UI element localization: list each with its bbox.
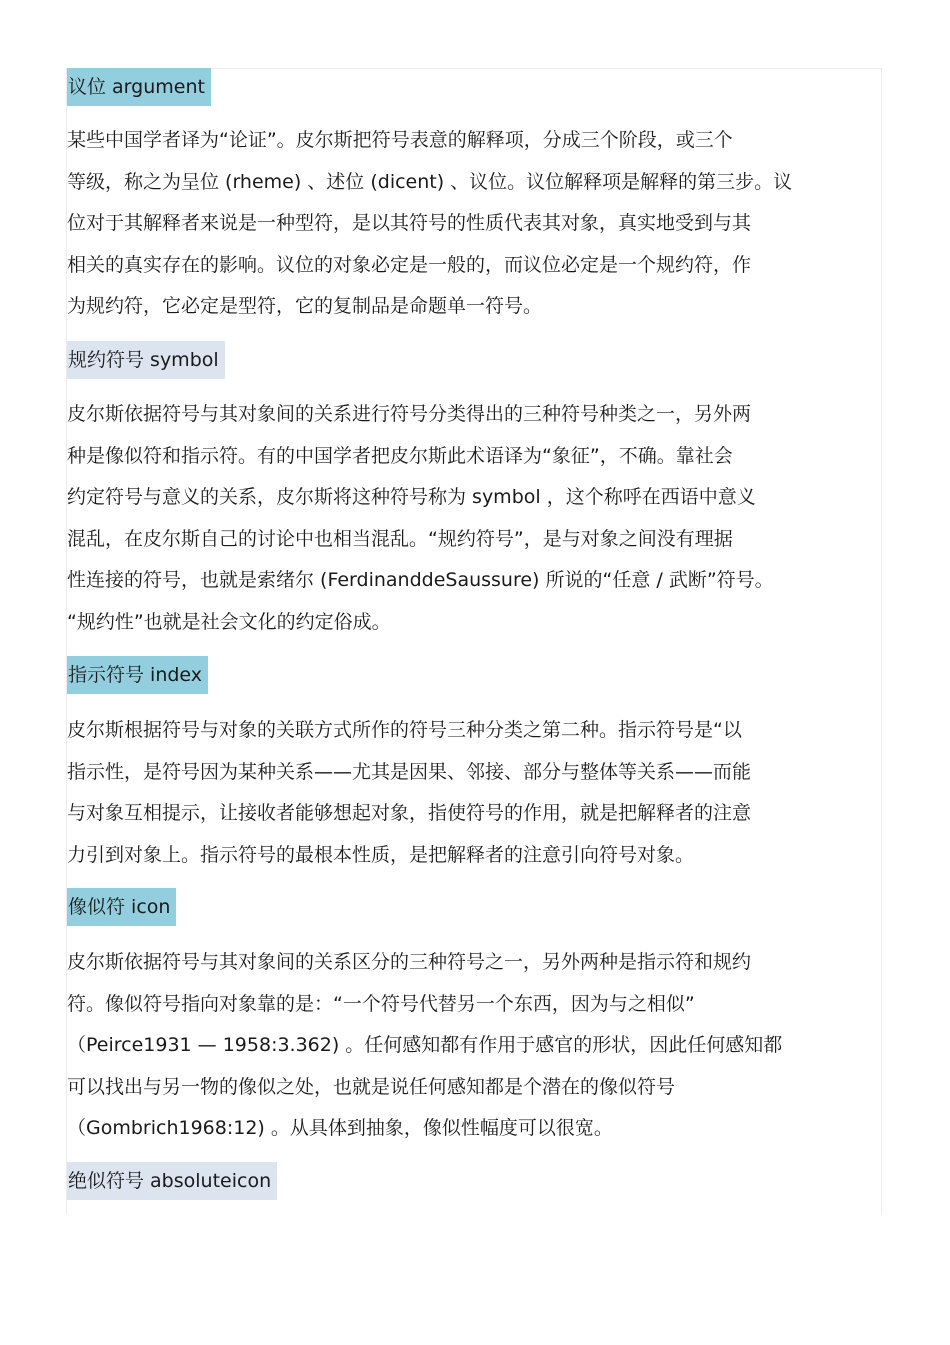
text-line: （Gombrich1968:12) 。从具体到抽象，像似性幅度可以很宽。: [67, 1117, 613, 1139]
text-line: 混乱，在皮尔斯自己的讨论中也相当混乱。“规约符号”，是与对象之间没有理据: [67, 527, 733, 550]
text-line: 约定符号与意义的关系，皮尔斯将这种符号称为 symbol ，这个称呼在西语中意义: [67, 486, 756, 508]
text-line: （Peirce1931 — 1958:3.362) 。任何感知都有作用于感官的形状，因此任何感知都: [67, 1034, 783, 1056]
heading-absolute-icon: 绝似符号 absoluteicon: [67, 1162, 277, 1200]
text-line: 指示性，是符号因为某种关系——尤其是因果、邻接、部分与整体等关系——而能: [67, 760, 752, 783]
text-line: 相关的真实存在的影响。议位的对象必定是一般的，而议位必定是一个规约符，作: [67, 253, 752, 276]
heading-symbol: 规约符号 symbol: [67, 341, 225, 379]
text-line: 种是像似符和指示符。有的中国学者把皮尔斯此术语译为“象征”，不确。靠社会: [67, 444, 733, 467]
heading-argument: 议位 argument: [67, 68, 211, 106]
paragraph-icon: [67, 942, 782, 1150]
paragraph-argument: [67, 120, 792, 328]
text-line: “规约性”也就是社会文化的约定俗成。: [67, 610, 391, 633]
text-line: 符。像似符号指向对象靠的是：“一个符号代替另一个东西，因为与之相似”: [67, 992, 695, 1015]
text-line: 位对于其解释者来说是一种型符，是以其符号的性质代表其对象，真实地受到与其: [67, 212, 752, 234]
text-line: 皮尔斯根据符号与对象的关联方式所作的符号三种分类之第二种。指示符号是“以: [67, 719, 742, 741]
text-line: 可以找出与另一物的像似之处，也就是说任何感知都是个潜在的像似符号: [67, 1075, 676, 1098]
text-line: 为规约符，它必定是型符，它的复制品是命题单一符号。: [67, 295, 543, 317]
text-line: 与对象互相提示，让接收者能够想起对象，指使符号的作用，就是把解释者的注意: [67, 802, 752, 824]
paragraph-symbol: [67, 394, 774, 643]
text-line: 皮尔斯依据符号与其对象间的关系进行符号分类得出的三种符号种类之一，另外两: [67, 403, 752, 425]
paragraph-index: [67, 710, 751, 876]
text-line: 力引到对象上。指示符号的最根本性质，是把解释者的注意引向符号对象。: [67, 843, 695, 866]
heading-index: 指示符号 index: [67, 656, 208, 694]
text-line: 某些中国学者译为“论证”。皮尔斯把符号表意的解释项，分成三个阶段，或三个: [67, 129, 733, 151]
text-line: 皮尔斯依据符号与其对象间的关系区分的三种符号之一，另外两种是指示符和规约: [67, 951, 752, 973]
text-line: 性连接的符号，也就是索绪尔 (FerdinanddeSaussure) 所说的“任意 / 武断”符号。: [67, 569, 774, 591]
text-line: 等级，称之为呈位 (rheme) 、述位 (dicent) 、议位。议位解释项是解释的第三步。议: [67, 170, 793, 193]
heading-icon: 像似符 icon: [67, 888, 176, 926]
